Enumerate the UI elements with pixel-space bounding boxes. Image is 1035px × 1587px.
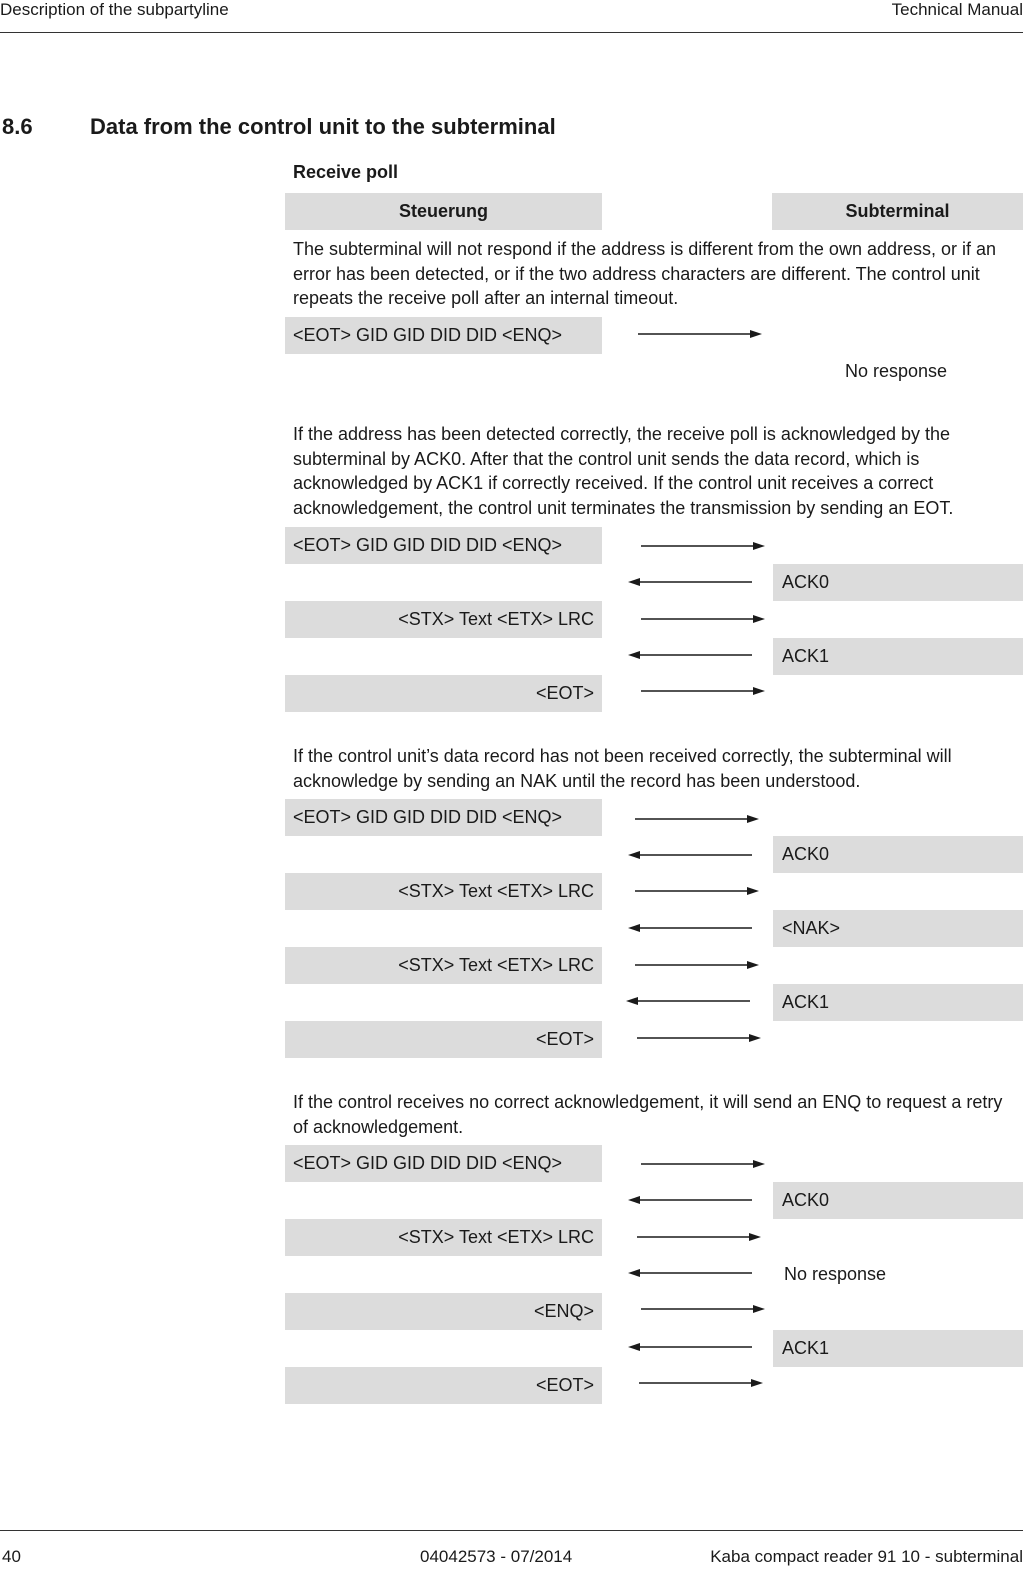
arrow-right-icon: [641, 1302, 765, 1316]
subheading: Receive poll: [293, 162, 399, 182]
block-3-step-2: ACK0: [773, 836, 1023, 873]
block-2-step-4: ACK1: [773, 638, 1023, 675]
header-rule: [0, 32, 1023, 33]
block-4-step-4: No response: [784, 1264, 887, 1284]
column-header-steuerung: Steuerung: [285, 193, 602, 230]
arrow-right-icon: [637, 1230, 761, 1244]
arrow-right-icon: [635, 884, 759, 898]
block-2-step-2: ACK0: [773, 564, 1023, 601]
arrow-left-icon: [628, 648, 752, 662]
block-1-step-2: No response: [845, 361, 948, 381]
section-number: 8.6: [2, 114, 33, 139]
arrow-right-icon: [635, 958, 759, 972]
block-3-step-5: <STX> Text <ETX> LRC: [285, 947, 602, 984]
block-2-step-3: <STX> Text <ETX> LRC: [285, 601, 602, 638]
footer-doc-number: 04042573 - 07/2014: [420, 1547, 573, 1566]
arrow-left-icon: [628, 1340, 752, 1354]
arrow-left-icon: [626, 994, 750, 1008]
block-4-step-5: <ENQ>: [285, 1293, 602, 1330]
arrow-right-icon: [641, 539, 765, 553]
arrow-left-icon: [628, 1193, 752, 1207]
block-4-step-6: ACK1: [773, 1330, 1023, 1367]
block-4-step-3: <STX> Text <ETX> LRC: [285, 1219, 602, 1256]
block-4-step-2: ACK0: [773, 1182, 1023, 1219]
footer-page-number: 40: [2, 1547, 21, 1566]
arrow-right-icon: [641, 612, 765, 626]
arrow-right-icon: [641, 684, 765, 698]
arrow-right-icon: [641, 1157, 765, 1171]
arrow-left-icon: [628, 848, 752, 862]
arrow-right-icon: [639, 1376, 763, 1390]
block-3-step-6: ACK1: [773, 984, 1023, 1021]
block-2-step-5: <EOT>: [285, 675, 602, 712]
footer-rule: [0, 1530, 1023, 1531]
block-3-text: If the control unit’s data record has not been received correctly, the subterminal will acknowledge by sending an NAK until the record has been understood.: [293, 746, 952, 791]
block-4-step-1: <EOT> GID GID DID DID <ENQ>: [285, 1145, 602, 1182]
arrow-left-icon: [628, 575, 752, 589]
block-3-step-4: <NAK>: [773, 910, 1023, 947]
header-right: Technical Manual: [891, 0, 1023, 19]
footer-product: Kaba compact reader 91 10 - subterminal: [710, 1547, 1023, 1566]
block-3-step-3: <STX> Text <ETX> LRC: [285, 873, 602, 910]
block-3-step-7: <EOT>: [285, 1021, 602, 1058]
block-1-text: The subterminal will not respond if the address is different from the own address, or if an error has been detected, or if the two address characters are different. The control unit repeats the receive poll after an internal timeout.: [293, 239, 997, 309]
block-2-step-1: <EOT> GID GID DID DID <ENQ>: [285, 527, 602, 564]
column-header-subterminal: Subterminal: [772, 193, 1023, 230]
block-1-step-1: <EOT> GID GID DID DID <ENQ>: [285, 317, 602, 354]
block-2-text: If the address has been detected correctly, the receive poll is acknowledged by the subterminal by ACK0. After that the control unit sends the data record, which is acknowledged by ACK1 if correctly received. If the control unit receives a correct acknowledgement, the control unit terminates the transmission by sending an EOT.: [293, 424, 954, 518]
arrow-right-icon: [638, 327, 762, 341]
block-4-text: If the control receives no correct acknowledgement, it will send an ENQ to request a retry of acknowledgement.: [293, 1092, 1003, 1137]
section-title: Data from the control unit to the subterminal: [90, 114, 556, 139]
arrow-right-icon: [635, 812, 759, 826]
header-left: Description of the subpartyline: [0, 0, 229, 19]
arrow-left-icon: [628, 1266, 752, 1280]
block-4-step-7: <EOT>: [285, 1367, 602, 1404]
arrow-left-icon: [628, 921, 752, 935]
block-3-step-1: <EOT> GID GID DID DID <ENQ>: [285, 799, 602, 836]
arrow-right-icon: [637, 1031, 761, 1045]
